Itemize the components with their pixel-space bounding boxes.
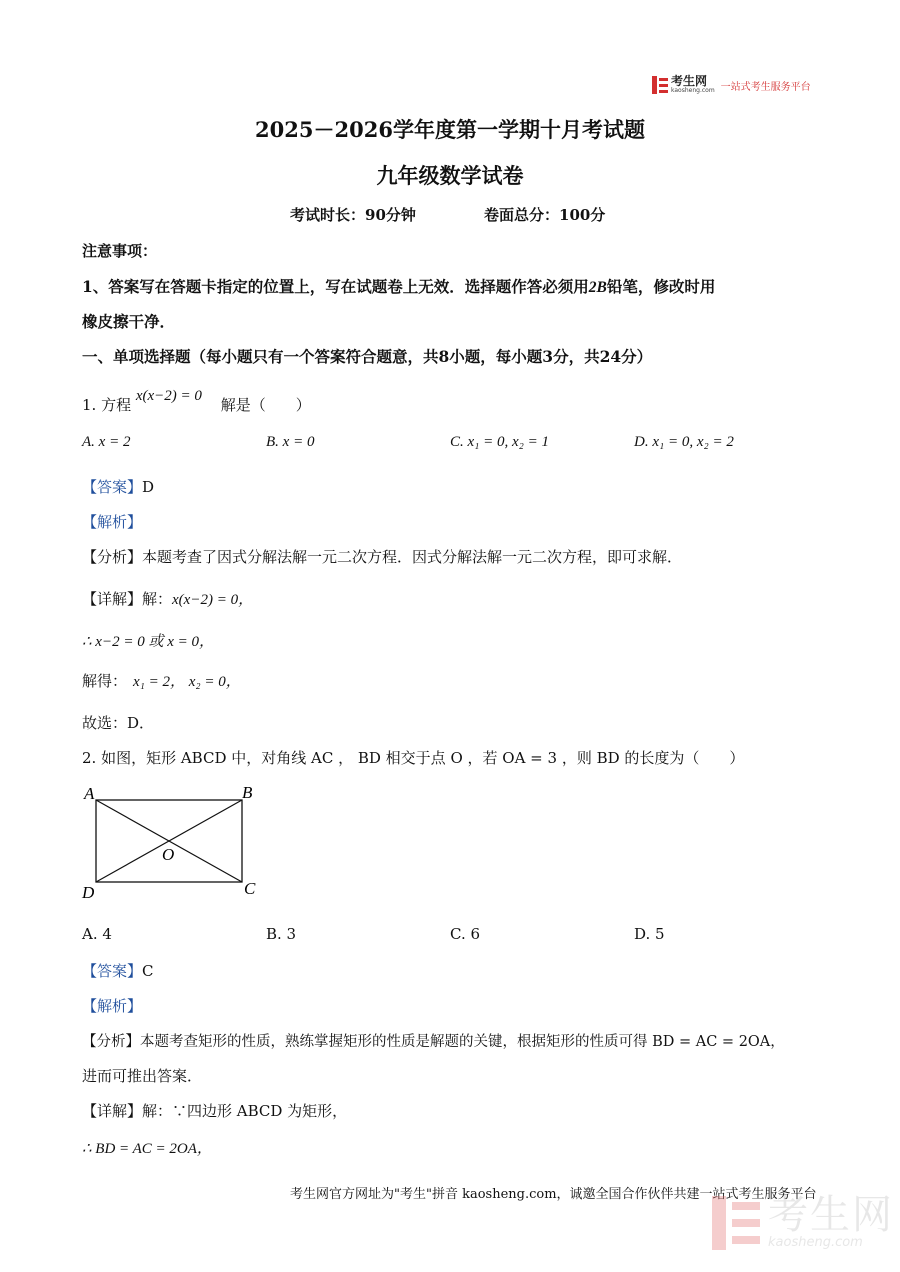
watermark [712, 1192, 894, 1250]
q2-detail: 【详解】解：∵四边形 ABCD 为矩形， [82, 1102, 348, 1120]
q2-stem: 2. 如图，矩形 ABCD 中，对角线 AC ， BD 相交于点 O ，若 OA = 3 ，则 BD 的长度为（ ） [82, 749, 745, 767]
q1-detail: 【详解】解：x(x−2) = 0， [82, 590, 254, 608]
watermark-logo-icon [712, 1196, 760, 1250]
vertex-a-label: A [84, 784, 95, 803]
kaosheng-logo-icon [652, 76, 668, 94]
watermark-text: 考生网 [768, 1192, 894, 1238]
exam-subtitle: 九年级数学试卷 [376, 163, 524, 188]
notice-line1: 1、答案写在答题卡指定的位置上，写在试题卷上无效．选择题作答必须用2B铅笔，修改时用 [82, 277, 716, 296]
pencil-grade: 2B [588, 279, 607, 296]
q2-option-d: D. 5 [634, 925, 665, 943]
vertex-c-label: C [244, 879, 256, 898]
watermark-domain: kaosheng.com [768, 1235, 863, 1250]
vertex-d-label: D [82, 883, 95, 902]
q1-option-b: B. x = 0 [266, 434, 315, 450]
page-footer: 考生网官方网址为"考生"拼音 kaosheng.com，诚邀全国合作伙伴共建一站式考生服务平台 [290, 1187, 817, 1202]
notice-heading: 注意事项： [82, 242, 158, 260]
logo-domain: kaosheng.com [671, 87, 715, 94]
q2-analysis-line2: 进而可推出答案． [82, 1067, 203, 1085]
exam-duration: 考试时长：90分钟 [290, 206, 416, 224]
exam-total: 卷面总分：100分 [484, 206, 606, 224]
vertex-b-label: B [242, 783, 253, 802]
section-heading: 一、单项选择题（每小题只有一个答案符合题意，共8小题，每小题3分，共24分） [82, 347, 653, 366]
q2-analysis-line1: 【分析】本题考查矩形的性质，熟练掌握矩形的性质是解题的关键，根据矩形的性质可得 BD = AC = 2OA， [82, 1034, 785, 1050]
q1-choose: 故选：D． [82, 714, 155, 732]
q2-option-a: A. 4 [82, 925, 112, 943]
q2-option-c: C. 6 [450, 925, 481, 943]
q1-analysis: 【分析】本题考查了因式分解法解一元二次方程．因式分解法解一元二次方程，即可求解． [82, 548, 683, 566]
answer-tag: 【答案】 [82, 962, 143, 980]
rectangle-figure [78, 780, 268, 905]
logo-slogan: 一站式考生服务平台 [720, 81, 811, 93]
q1-analysis-tag: 【解析】 [82, 513, 143, 531]
center-o-label: O [162, 845, 175, 864]
q1-step2: ∴ x−2 = 0 或 x = 0， [82, 634, 214, 650]
logo-name: 考生网 [671, 74, 708, 88]
q1-stem: 1. 方程 x(x−2) = 0 解是（ ） [82, 388, 311, 414]
answer-tag: 【答案】 [82, 478, 143, 496]
q1-option-c: C. x₁ = 0, x₂ = 1 [450, 434, 549, 450]
exam-title: 2025－2026学年度第一学期十月考试题 [255, 117, 645, 142]
q1-equation: x(x−2) = 0 [135, 388, 202, 404]
header-logo [652, 74, 811, 96]
q2-step2: ∴ BD = AC = 2OA， [82, 1141, 212, 1157]
q2-option-b: B. 3 [266, 925, 297, 943]
q2-answer: 【答案】C [82, 962, 154, 980]
q1-step3: 解得： x₁ = 2， x₂ = 0， [82, 672, 241, 690]
q1-option-a: A. x = 2 [82, 434, 131, 450]
notice-line2: 橡皮擦干净． [82, 312, 176, 331]
q1-option-d: D. x₁ = 0, x₂ = 2 [634, 434, 734, 450]
q1-answer: 【答案】D [82, 478, 155, 496]
q2-analysis-tag: 【解析】 [82, 997, 143, 1015]
